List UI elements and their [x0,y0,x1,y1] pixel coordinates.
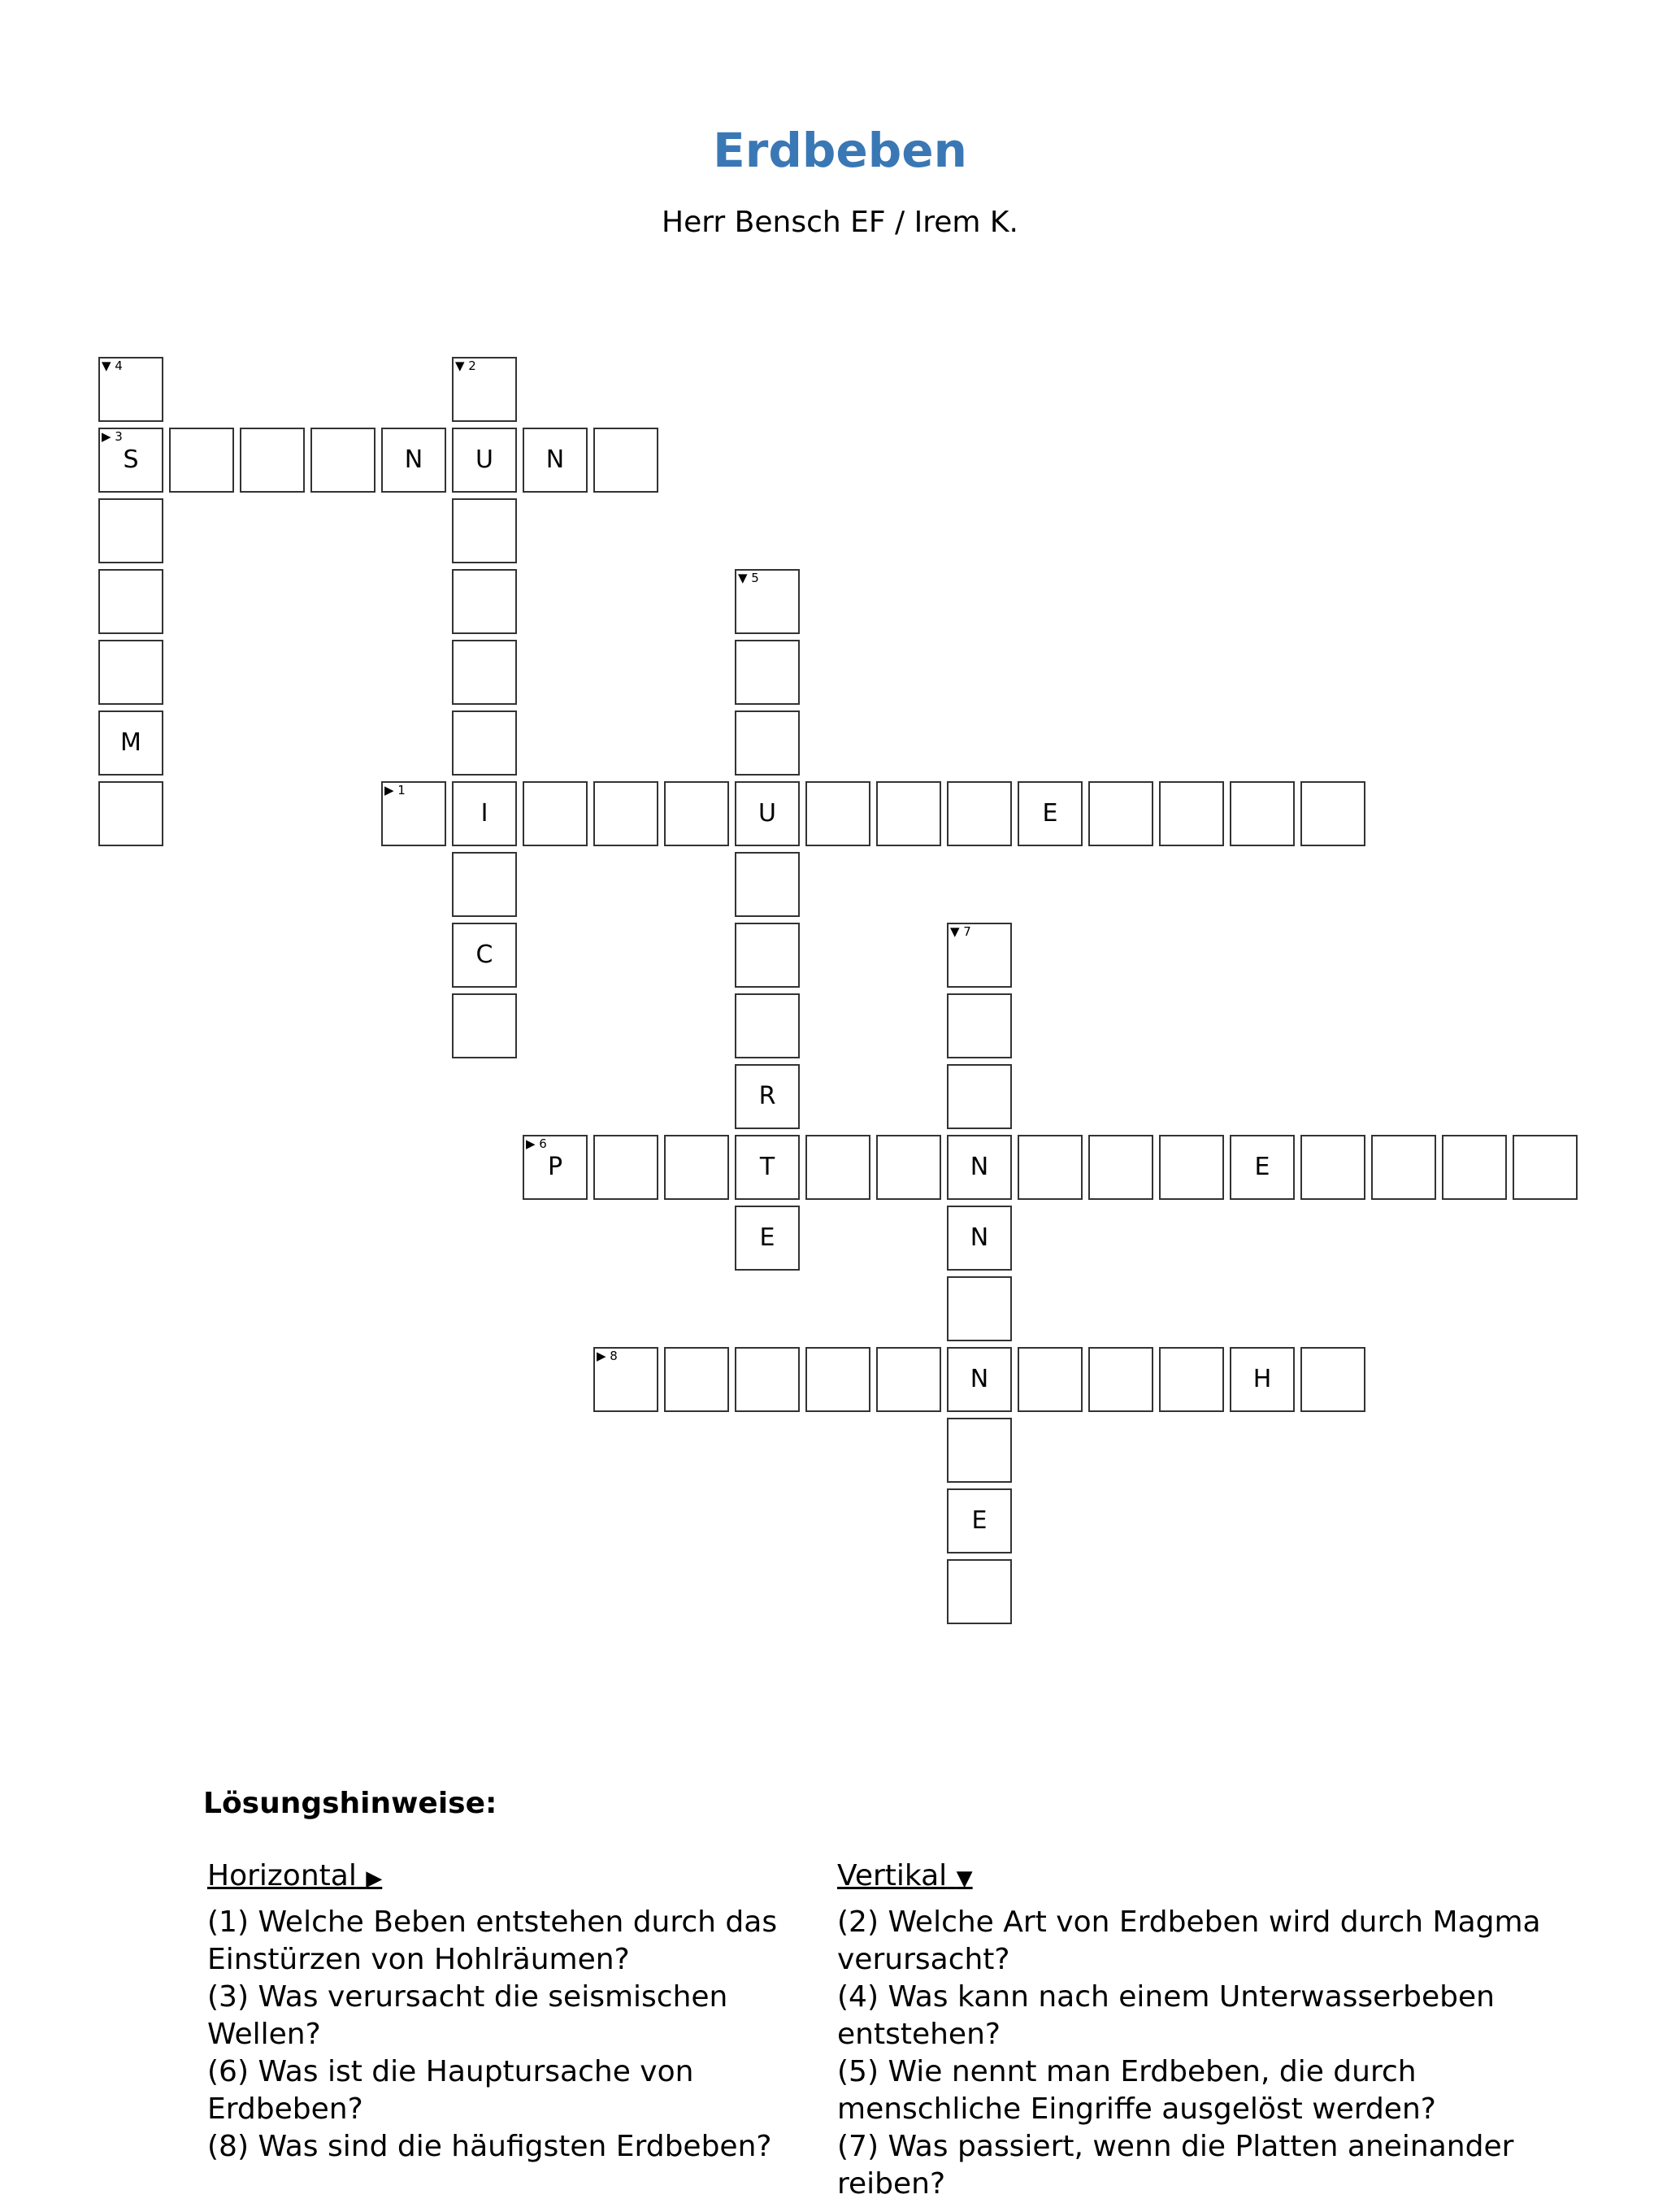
crossword-cell[interactable] [947,1488,1012,1553]
crossword-cell[interactable] [947,993,1012,1058]
cell-letter: R [758,1082,776,1110]
cell-letter: U [475,445,493,474]
crossword-cell[interactable] [98,428,163,493]
crossword-cell[interactable] [735,781,800,846]
crossword-cell[interactable] [947,1347,1012,1412]
crossword-cell[interactable] [452,993,517,1058]
crossword-cell[interactable] [947,923,1012,988]
clue-vertical-5: (5) Wie nennt man Erdbeben, die durch menschliche Eingriffe ausgelöst werden? [837,2055,1436,2126]
crossword-cell[interactable] [876,1347,941,1412]
cell-letter: E [1254,1153,1270,1181]
crossword-cell[interactable] [452,569,517,634]
clue-number-1-across: ▶ 1 [384,783,406,797]
horizontal-heading [207,1858,825,1897]
crossword-cell[interactable] [1088,781,1153,846]
crossword-cell[interactable] [1159,1135,1224,1200]
clue-horizontal-8: (8) Was sind die häufigsten Erdbeben? [207,2130,772,2163]
crossword-cell[interactable] [452,781,517,846]
crossword-cell[interactable] [98,569,163,634]
crossword-cell[interactable] [523,428,588,493]
crossword-cell[interactable] [735,569,800,634]
cell-letter: N [545,445,565,474]
cell-letter: M [120,728,141,757]
crossword-cell[interactable] [1230,1135,1295,1200]
clue-number-5-down: ▼ 5 [738,571,759,585]
crossword-cell[interactable] [452,357,517,422]
crossword-cell[interactable] [664,1347,729,1412]
cell-letter: H [1252,1365,1272,1393]
page-subtitle: Herr Bensch EF / Irem K. [662,206,1018,239]
clue-number-8-across: ▶ 8 [597,1349,618,1363]
crossword-cell[interactable] [98,710,163,776]
clue-horizontal-1: (1) Welche Beben entstehen durch das Einstürzen von Hohlräumen? [207,1905,778,1976]
cell-letter: P [547,1153,563,1181]
cell-letter: S [123,445,139,474]
cell-letter: U [758,799,776,828]
crossword-cell[interactable] [947,1418,1012,1483]
crossword-cell[interactable] [593,1135,658,1200]
crossword-cell[interactable] [593,781,658,846]
crossword-cell[interactable] [947,1559,1012,1624]
crossword-cell[interactable] [1018,781,1083,846]
crossword-cell[interactable] [947,1206,1012,1271]
crossword-cell[interactable] [947,781,1012,846]
crossword-cell[interactable] [1159,1347,1224,1412]
crossword-cell[interactable] [947,1135,1012,1200]
crossword-cell[interactable] [664,1135,729,1200]
crossword-cell[interactable] [452,852,517,917]
crossword-cell[interactable] [593,428,658,493]
clue-horizontal-3: (3) Was verursacht die seismischen Wellen? [207,1980,728,2051]
horizontal-arrow-icon: ▶ [366,1866,383,1891]
crossword-cell[interactable] [735,1135,800,1200]
crossword-cell[interactable] [452,498,517,563]
crossword-cell[interactable] [947,1064,1012,1129]
cell-letter: N [970,1223,989,1252]
cell-letter: E [759,1223,775,1252]
crossword-cell[interactable] [1371,1135,1436,1200]
crossword-cell[interactable] [1300,781,1365,846]
cell-letter: E [971,1506,988,1535]
cell-letter: T [759,1153,775,1181]
cell-letter: N [404,445,423,474]
crossword-cell[interactable] [1018,1135,1083,1200]
crossword-cell[interactable] [1300,1135,1365,1200]
crossword-cell[interactable] [452,923,517,988]
vertical-clues-column [837,1858,1601,2203]
crossword-cell[interactable] [805,1347,870,1412]
crossword-cell[interactable] [1513,1135,1578,1200]
crossword-cell[interactable] [1230,781,1295,846]
crossword-cell[interactable] [1230,1347,1295,1412]
crossword-cell[interactable] [805,1135,870,1200]
crossword-cell[interactable] [523,1135,588,1200]
page-title: Erdbeben [713,123,967,178]
crossword-cell[interactable] [593,1347,658,1412]
cell-letter: C [475,941,493,969]
crossword-cell[interactable] [1088,1135,1153,1200]
crossword-cell[interactable] [381,781,446,846]
crossword-cell[interactable] [240,428,305,493]
cell-letter: N [970,1153,989,1181]
hints-heading: Lösungshinweise: [203,1787,497,1820]
clue-vertical-7: (7) Was passiert, wenn die Platten aneinander reiben? [837,2130,1514,2201]
crossword-cell[interactable] [735,1064,800,1129]
crossword-cell[interactable] [664,781,729,846]
vertical-arrow-icon: ▼ [956,1866,973,1891]
clue-number-4-down: ▼ 4 [102,358,123,373]
crossword-cell[interactable] [1088,1347,1153,1412]
clue-vertical-4: (4) Was kann nach einem Unterwasserbeben entstehen? [837,1980,1495,2051]
crossword-cell[interactable] [381,428,446,493]
horizontal-label: Horizontal [207,1859,357,1892]
cell-letter: N [970,1365,989,1393]
crossword-cell[interactable] [452,710,517,776]
crossword-cell[interactable] [98,498,163,563]
vertical-heading [837,1858,1601,1897]
crossword-cell[interactable] [1018,1347,1083,1412]
vertical-label: Vertikal [837,1859,948,1892]
crossword-cell[interactable] [947,1276,1012,1341]
horizontal-clues-column [207,1858,825,2166]
crossword-cell[interactable] [169,428,234,493]
crossword-cell[interactable] [735,852,800,917]
crossword-cell[interactable] [735,923,800,988]
crossword-cell[interactable] [876,1135,941,1200]
crossword-cell[interactable] [452,640,517,705]
cell-letter: I [480,799,488,828]
crossword-cell[interactable] [876,781,941,846]
clue-number-6-across: ▶ 6 [526,1136,547,1151]
crossword-cell[interactable] [1159,781,1224,846]
crossword-cell[interactable] [805,781,870,846]
crossword-cell[interactable] [1300,1347,1365,1412]
crossword-cell[interactable] [735,640,800,705]
clue-number-3-across: ▶ 3 [102,429,123,444]
crossword-cell[interactable] [98,640,163,705]
cell-letter: E [1042,799,1058,828]
clue-number-2-down: ▼ 2 [455,358,476,373]
clue-horizontal-6: (6) Was ist die Hauptursache von Erdbeben? [207,2055,694,2126]
crossword-cell[interactable] [735,993,800,1058]
crossword-cell[interactable] [310,428,376,493]
crossword-cell[interactable] [523,781,588,846]
crossword-cell[interactable] [98,781,163,846]
crossword-cell[interactable] [1442,1135,1507,1200]
crossword-cell[interactable] [735,1347,800,1412]
crossword-cell[interactable] [452,428,517,493]
crossword-cell[interactable] [98,357,163,422]
clue-number-7-down: ▼ 7 [950,924,971,939]
crossword-cell[interactable] [735,710,800,776]
clue-vertical-2: (2) Welche Art von Erdbeben wird durch Magma verursacht? [837,1905,1541,1976]
crossword-cell[interactable] [735,1206,800,1271]
